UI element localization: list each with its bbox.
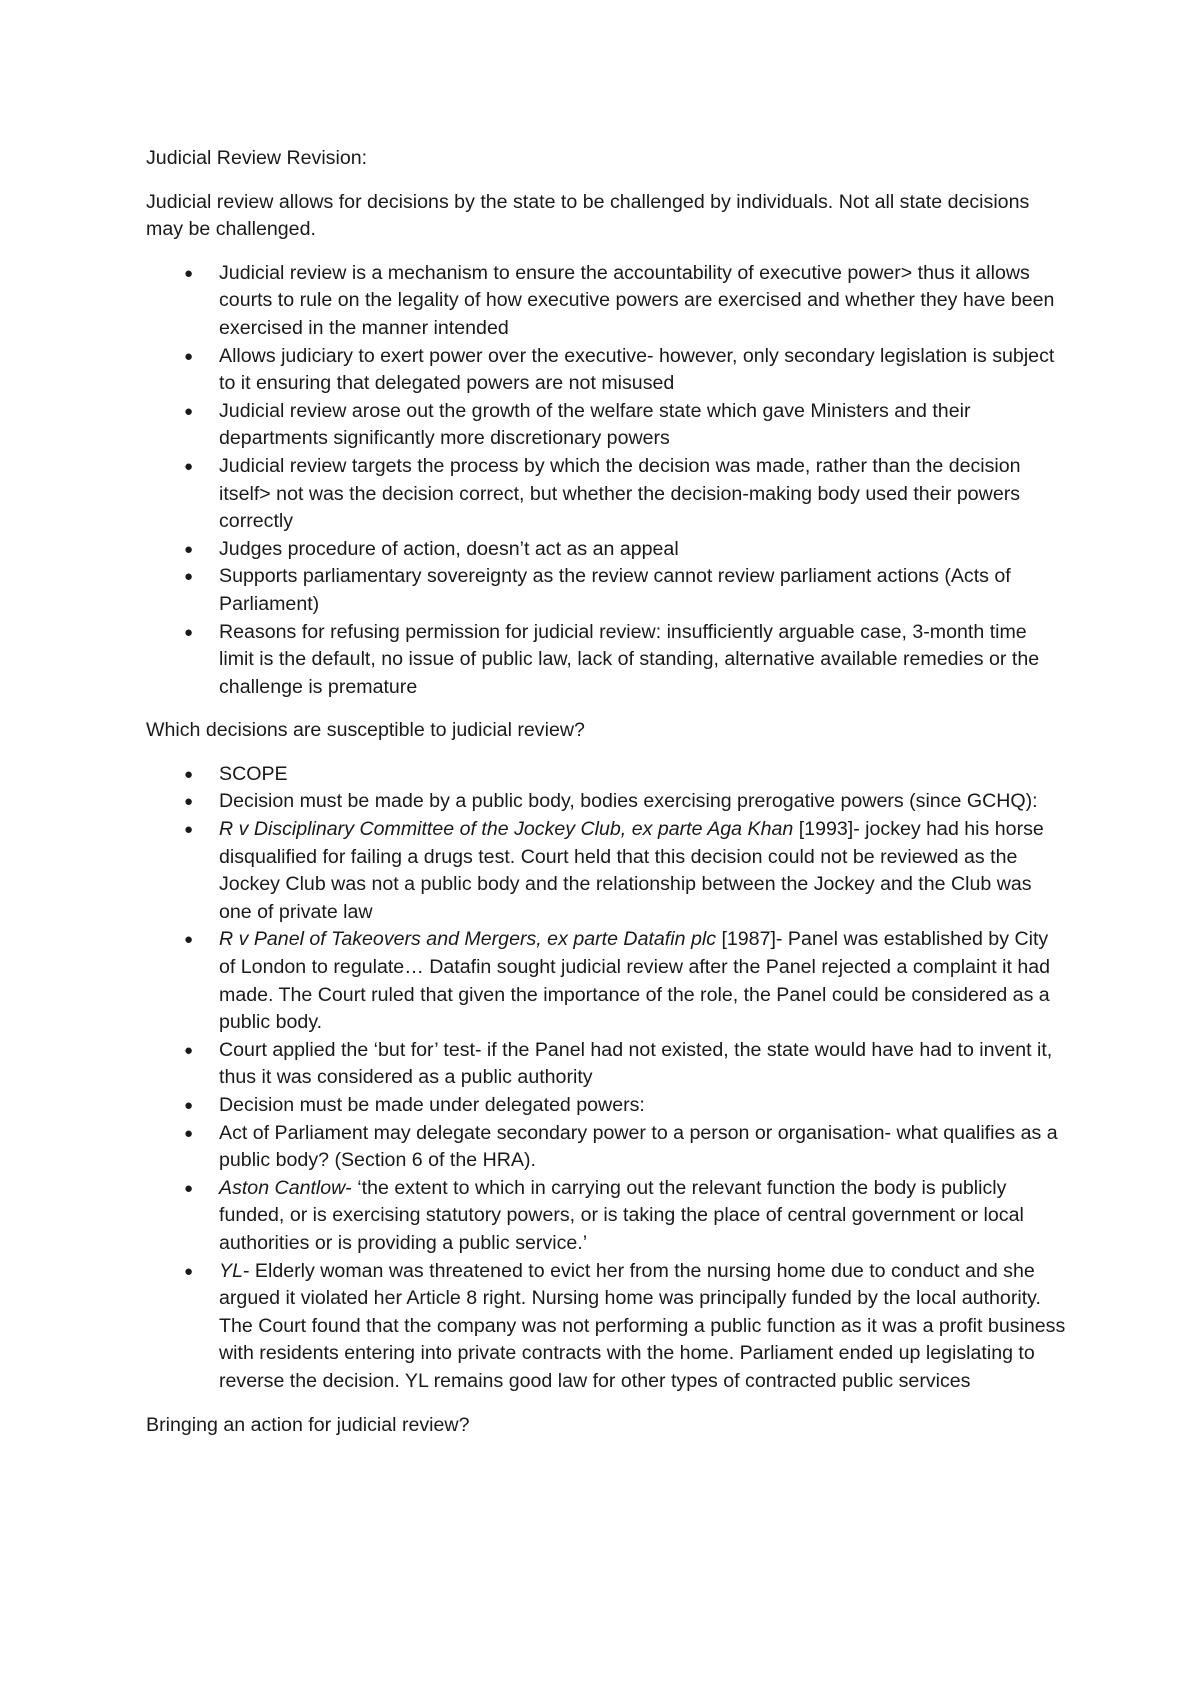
intro-paragraph: Judicial review allows for decisions by the state to be challenged by individuals. Not all state decisions may be challenged. — [146, 190, 1030, 241]
bullet-icon: ● — [184, 1262, 194, 1280]
bullet-icon: ● — [184, 765, 194, 783]
case-name: R v Panel of Takeovers and Mergers, ex parte Datafin plc — [219, 928, 716, 951]
document-content — [146, 145, 1066, 1455]
case-name: Aston Cantlow — [219, 1176, 346, 1199]
bullet-icon: ● — [184, 1179, 194, 1197]
list-item: ● Decision must be made by a public body, bodies exercising prerogative powers (since GCHQ): — [146, 788, 1066, 816]
list-item: ● Reasons for refusing permission for judicial review: insufficiently arguable case, 3-month time limit is the default, no issue of public law, lack of standing, alternative available remedies or the challenge is premature — [184, 620, 1040, 698]
list-item: ● Court applied the ‘but for’ test- if the Panel had not existed, the state would have had to invent it, thus it was considered as a public authority — [184, 1038, 1053, 1089]
list-item: ● Aston Cantlow- ‘the extent to which in carrying out the relevant function the body is publicly funded, or is exercising statutory powers, or is taking the place of central government or local authorities or is providing a public service.’ — [184, 1176, 1024, 1254]
list-item: ● R v Disciplinary Committee of the Jockey Club, ex parte Aga Khan [1993]- jockey had his horse disqualified for failing a drugs test. Court held that this decision could not be reviewed as the Jockey Club was not a public body and the relationship between the Jockey and the Club was one of private law — [184, 818, 1044, 923]
bullet-icon: ● — [184, 347, 194, 365]
bullet-icon: ● — [184, 264, 194, 282]
bullet-icon: ● — [184, 793, 194, 811]
document-title: Judicial Review Revision: — [146, 147, 368, 169]
case-name: YL — [219, 1259, 243, 1282]
list-item: ● YL- Elderly woman was threatened to evict her from the nursing home due to conduct and she argued it violated her Article 8 right. Nursing home was principally funded by the local authority. The Court found that the company was not performing a public function as it was a profit business with residents entering into private contracts with the home. Parliament ended up legislating to reverse the decision. YL remains good law for other types of contracted public services — [184, 1259, 1066, 1392]
bullet-list-scope — [146, 761, 1066, 1396]
list-item: ● SCOPE — [146, 761, 1066, 789]
section-heading-susceptible: Which decisions are susceptible to judicial review? — [146, 719, 585, 742]
list-item: ● R v Panel of Takeovers and Mergers, ex parte Datafin plc [1987]- Panel was established by City of London to regulate… Datafin sought judicial review after the Panel rejected a complaint it had made. The Court ruled that given the importance of the role, the Panel could be considered as a public body. — [184, 928, 1051, 1034]
bullet-icon: ● — [184, 821, 194, 839]
bullet-list-overview — [146, 260, 1066, 702]
list-item: ● Judges procedure of action, doesn’t act as an appeal — [146, 536, 1066, 564]
bullet-icon: ● — [184, 568, 194, 586]
bullet-icon: ● — [184, 623, 194, 641]
bullet-icon: ● — [184, 540, 194, 558]
list-item: ● Allows judiciary to exert power over the executive- however, only secondary legislation is subject to it ensuring that delegated powers are not misused — [184, 344, 1055, 395]
bullet-icon: ● — [184, 402, 194, 420]
section-heading-bringing-action: Bringing an action for judicial review? — [146, 1413, 470, 1436]
list-item: ● Supports parliamentary sovereignty as the review cannot review parliament actions (Acts of Parliament) — [184, 565, 1011, 615]
bullet-icon: ● — [184, 457, 194, 475]
list-item: ● Decision must be made under delegated powers: — [146, 1092, 1066, 1120]
list-item: ● Judicial review arose out the growth of the welfare state which gave Ministers and their departments significantly more discretionary powers — [184, 399, 971, 450]
bullet-icon: ● — [184, 1124, 194, 1142]
case-name: R v Disciplinary Committee of the Jockey Club, ex parte Aga Khan — [219, 818, 794, 841]
bullet-icon: ● — [184, 1097, 194, 1114]
list-item: ● Act of Parliament may delegate secondary power to a person or organisation- what qualifies as a public body? (Section 6 of the HRA). — [184, 1121, 1058, 1172]
bullet-icon: ● — [184, 1041, 194, 1059]
list-item: ● Judicial review targets the process by which the decision was made, rather than the decision itself> not was the decision correct, but whether the decision-making body used their powers correctly — [184, 454, 1021, 533]
list-item: ● Judicial review is a mechanism to ensure the accountability of executive power> thus it allows courts to rule on the legality of how executive powers are exercised and whether they have been exercised in the manner intended — [184, 261, 1055, 339]
bullet-icon: ● — [184, 931, 194, 949]
